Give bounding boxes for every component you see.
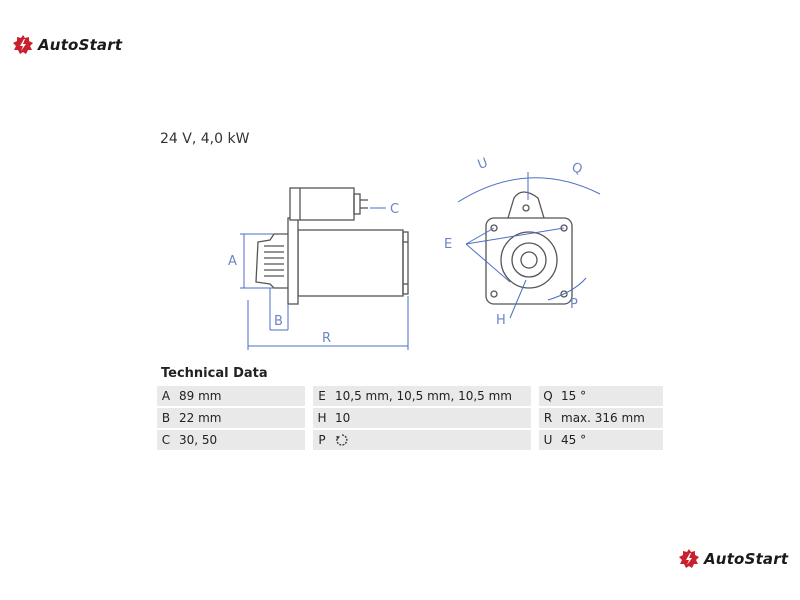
table-row bbox=[157, 430, 663, 450]
brand-name: AutoStart bbox=[38, 36, 123, 54]
spec-key: A bbox=[161, 389, 171, 403]
technical-data-title: Technical Data bbox=[161, 366, 268, 381]
spec-key: U bbox=[543, 433, 553, 447]
label-a: A bbox=[228, 254, 237, 269]
spec-key: E bbox=[318, 389, 326, 403]
spec-value: 45 ° bbox=[561, 433, 587, 447]
spec-value: 10,5 mm, 10,5 mm, 10,5 mm bbox=[335, 389, 512, 403]
motor-body bbox=[298, 230, 403, 296]
label-b: B bbox=[274, 314, 283, 329]
spec-key: Q bbox=[543, 389, 553, 403]
spec-value: 10 bbox=[335, 411, 351, 425]
label-h: H bbox=[496, 313, 506, 328]
clockwise-rotation-icon bbox=[335, 433, 349, 447]
label-c: C bbox=[390, 202, 400, 217]
spec-key: R bbox=[543, 411, 553, 425]
technical-data-table bbox=[157, 384, 663, 452]
gear-bolt-icon bbox=[12, 34, 34, 56]
spec-key: C bbox=[161, 433, 171, 447]
label-e: E bbox=[444, 237, 453, 252]
pinion bbox=[256, 234, 288, 288]
mounting-flange bbox=[288, 218, 298, 304]
spec-value: max. 316 mm bbox=[561, 411, 645, 425]
gear-bolt-icon bbox=[678, 548, 700, 570]
starter-motor-diagram bbox=[210, 150, 620, 360]
product-spec: 24 V, 4,0 kW bbox=[160, 131, 250, 147]
brand-name: AutoStart bbox=[704, 550, 789, 568]
label-q: Q bbox=[569, 160, 585, 178]
spec-value bbox=[331, 430, 531, 450]
label-r: R bbox=[322, 331, 332, 346]
spec-key: H bbox=[317, 411, 327, 425]
spec-value: 22 mm bbox=[179, 411, 222, 425]
spec-value: 15 ° bbox=[561, 389, 587, 403]
spec-value: 89 mm bbox=[179, 389, 222, 403]
spec-value: 30, 50 bbox=[179, 433, 218, 447]
spec-key: P bbox=[318, 433, 326, 447]
brand-logo-footer bbox=[678, 548, 788, 570]
brand-logo bbox=[12, 34, 122, 56]
spec-key: B bbox=[161, 411, 171, 425]
table-row bbox=[157, 386, 663, 406]
front-flange bbox=[486, 218, 572, 304]
label-p: P bbox=[570, 297, 578, 312]
label-u: U bbox=[475, 155, 490, 173]
table-row bbox=[157, 408, 663, 428]
